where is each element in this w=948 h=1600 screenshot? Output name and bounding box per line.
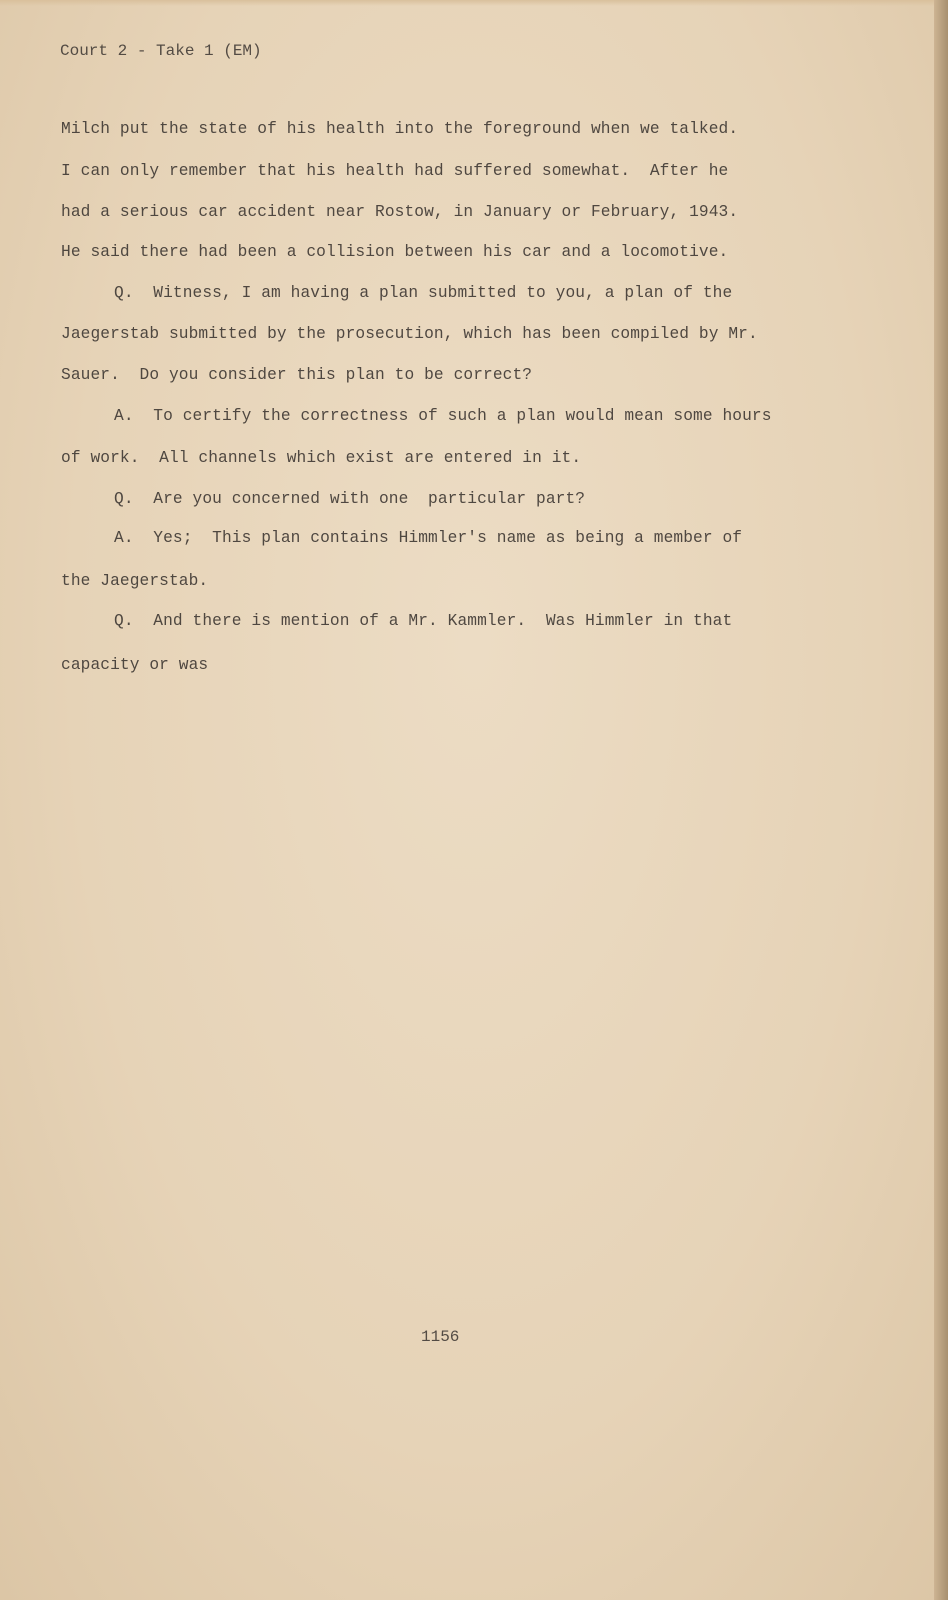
answer-line: A. Yes; This plan contains Himmler's name as being a member of xyxy=(114,529,743,547)
question-line: Q. And there is mention of a Mr. Kammler. Was Himmler in that xyxy=(114,612,733,630)
page-header: Court 2 - Take 1 (EM) xyxy=(60,42,262,60)
text-line: Milch put the state of his health into the foreground when we talked. xyxy=(61,120,739,138)
answer-line: A. To certify the correctness of such a plan would mean some hours xyxy=(114,407,772,425)
paper-top-edge xyxy=(0,0,948,6)
question-line: Q. Are you concerned with one particular part? xyxy=(114,490,586,508)
text-line: capacity or was xyxy=(61,656,209,674)
text-line: the Jaegerstab. xyxy=(61,572,209,590)
text-line: of work. All channels which exist are entered in it. xyxy=(61,449,582,467)
question-line: Q. Witness, I am having a plan submitted to you, a plan of the xyxy=(114,284,733,302)
text-line: had a serious car accident near Rostow, in January or February, 1943. xyxy=(61,203,739,221)
text-line: Jaegerstab submitted by the prosecution, which has been compiled by Mr. xyxy=(61,325,758,343)
text-line: Sauer. Do you consider this plan to be correct? xyxy=(61,366,533,384)
page-number: 1156 xyxy=(421,1328,460,1346)
paper-right-edge xyxy=(934,0,948,1600)
text-line: I can only remember that his health had suffered somewhat. After he xyxy=(61,162,729,180)
text-line: He said there had been a collision between his car and a locomotive. xyxy=(61,243,729,261)
